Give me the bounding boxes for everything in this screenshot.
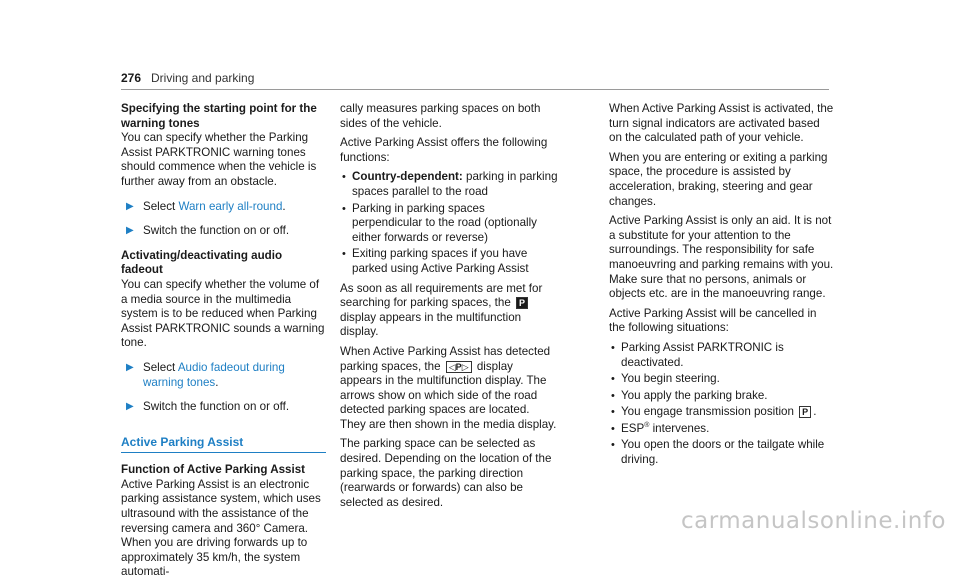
watermark: carmanualsonline.info bbox=[680, 508, 946, 535]
bullet-icon: • bbox=[611, 439, 615, 452]
step-text: Select Warn early all-round. bbox=[143, 199, 286, 213]
step-text: Switch the function on or off. bbox=[143, 400, 290, 414]
paragraph-function: Active Parking Assist is an electronic parking assistance system, which uses ultrasound with the assistance of the reversing camera and 360° Camera. When you are driving forwards up to approximately 35 km/h, the system automati- bbox=[121, 477, 321, 579]
list-item: • Exiting parking spaces if you have parked using Active Parking Assist bbox=[342, 247, 529, 275]
column-1 bbox=[121, 102, 326, 585]
bullet-icon: • bbox=[611, 422, 615, 435]
paragraph: Active Parking Assist will be cancelled in the following situations: bbox=[609, 306, 817, 335]
bullet-icon: • bbox=[611, 341, 615, 354]
functions-list bbox=[340, 170, 558, 276]
list-item: • Country-dependent: parking in parking spaces parallel to the road bbox=[342, 170, 558, 198]
bullet-icon: • bbox=[611, 389, 615, 402]
list-item: • ESP® intervenes. bbox=[611, 421, 710, 435]
step-arrow-icon: ▶ bbox=[126, 225, 134, 237]
header-divider bbox=[121, 89, 829, 90]
paragraph: When Active Parking Assist is activated, the turn signal indicators are activated based on the calculated path of your vehicle. bbox=[609, 102, 834, 145]
list-item: • You engage transmission position P . bbox=[611, 405, 817, 419]
step-switch-function bbox=[121, 400, 326, 415]
paragraph: Active Parking Assist is only an aid. It is not a substitute for your attention to the surroundings. The responsibility for safe manoeuvring and parking remains with you. Make sure that no persons, animals or objects etc. are in the manoeuvring range. bbox=[609, 214, 834, 301]
heading-function: Function of Active Parking Assist bbox=[121, 463, 306, 477]
bullet-icon: • bbox=[342, 202, 346, 215]
step-arrow-icon: ▶ bbox=[126, 361, 134, 373]
paragraph-audio-fadeout: You can specify whether the volume of a media source in the multimedia system is to be reduced when Parking Assist PARKTRONIC sounds a warning tone. bbox=[121, 277, 325, 350]
paragraph-warning-tones: You can specify whether the Parking Assist PARKTRONIC warning tones should commence when the vehicle is further away from an obstacle. bbox=[121, 131, 317, 188]
parking-arrows-icon: ◁P▷ bbox=[446, 361, 472, 373]
paragraph: As soon as all requirements are met for searching for parking spaces, the P display appears in the multifunction display. bbox=[340, 281, 543, 339]
page-header bbox=[121, 71, 829, 89]
warn-early-link[interactable]: Warn early all-round bbox=[178, 199, 283, 213]
list-item: • Parking in parking spaces perpendicular to the road (optionally either forwards or reverse) bbox=[342, 201, 537, 244]
paragraph: When Active Parking Assist has detected parking spaces, the ◁P▷ display appears in the multifunction display. The arrows show on which side of the road detected parking spaces are located. They are then shown in the media display. bbox=[340, 344, 557, 431]
heading-audio-fadeout: Activating/deactivating audio fadeout bbox=[121, 248, 283, 277]
column-2 bbox=[340, 102, 558, 515]
step-select-audio-fadeout bbox=[121, 361, 326, 390]
bullet-icon: • bbox=[611, 406, 615, 419]
bullet-icon: • bbox=[342, 248, 346, 261]
page-number: 276 bbox=[121, 71, 142, 85]
step-switch-function bbox=[121, 224, 326, 239]
parking-p-icon: P bbox=[516, 297, 528, 309]
paragraph: When you are entering or exiting a parking space, the procedure is assisted by acceleration, braking, steering and gear changes. bbox=[609, 150, 828, 208]
step-text: Select Audio fadeout during warning tones. bbox=[143, 360, 285, 389]
step-select-warn-early bbox=[121, 200, 326, 215]
step-text: Switch the function on or off. bbox=[143, 224, 290, 238]
bullet-icon: • bbox=[342, 171, 346, 184]
heading-warning-tones: Specifying the starting point for the warning tones bbox=[121, 102, 317, 130]
bullet-icon: • bbox=[611, 373, 615, 386]
section-title-active-parking-assist: Active Parking Assist bbox=[121, 435, 326, 454]
audio-fadeout-link[interactable]: Audio fadeout during warning tones bbox=[143, 360, 285, 389]
transmission-p-icon: P bbox=[799, 406, 811, 418]
list-item: • Parking Assist PARKTRONIC is deactivated. bbox=[611, 340, 784, 369]
step-arrow-icon: ▶ bbox=[126, 200, 134, 212]
cancel-situations-list bbox=[609, 341, 834, 468]
column-3 bbox=[609, 102, 834, 473]
paragraph: The parking space can be selected as desired. Depending on the location of the parking space, the parking direction (rearwards or forwards) can also be selected as desired. bbox=[340, 437, 552, 509]
list-item: • You apply the parking brake. bbox=[611, 388, 768, 402]
list-item: • You begin steering. bbox=[611, 372, 720, 386]
list-item: • You open the doors or the tailgate while driving. bbox=[611, 438, 825, 467]
paragraph: cally measures parking spaces on both sides of the vehicle. bbox=[340, 102, 541, 130]
step-arrow-icon: ▶ bbox=[126, 401, 134, 413]
page-title: Driving and parking bbox=[151, 71, 255, 85]
paragraph: Active Parking Assist offers the following functions: bbox=[340, 136, 548, 164]
